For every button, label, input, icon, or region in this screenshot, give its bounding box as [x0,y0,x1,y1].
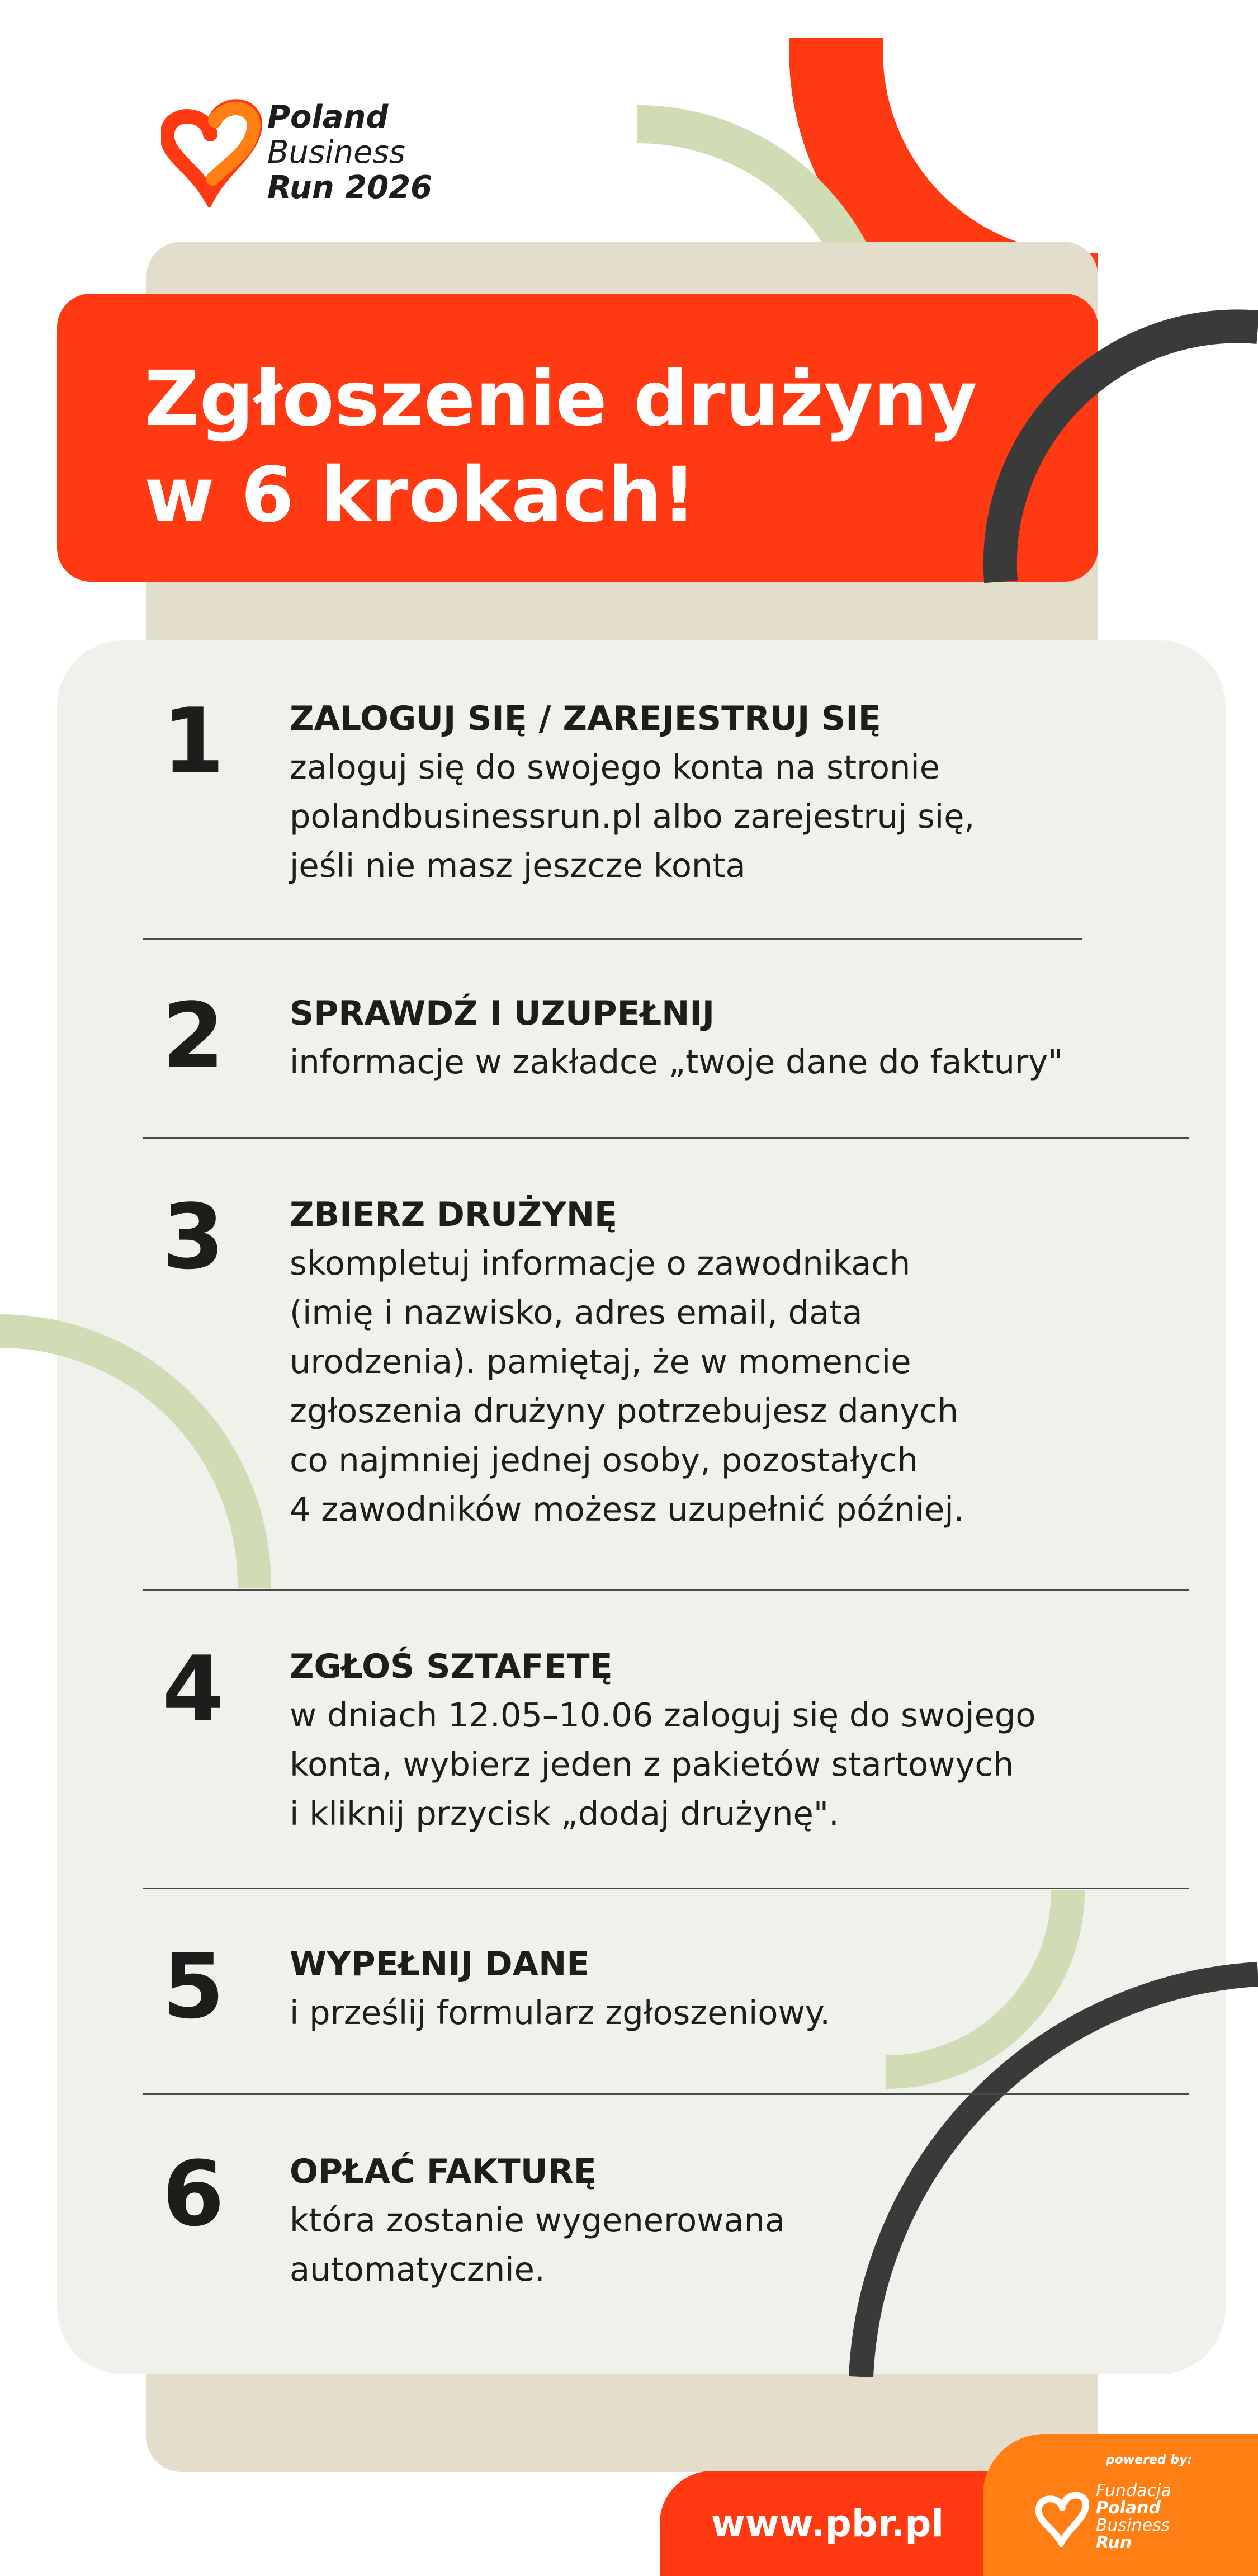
title-line-1: Zgłoszenie drużyny [144,355,977,444]
step-line: co najmniej jednej osoby, pozostałych [290,1441,918,1479]
step-line: (imię i nazwisko, adres email, data [290,1293,863,1332]
step-description [290,1239,964,1534]
step-line: która zostanie wygenerowana [290,2201,786,2239]
step-line: urodzenia). pamiętaj, że w momencie [290,1342,911,1381]
step-line: i prześlij formularz zgłoszeniowy. [290,1993,830,2032]
brand-logo-text [267,100,432,205]
step-line: informacje w zakładce „twoje dane do faktury" [290,1042,1063,1081]
website-link[interactable]: www.pbr.pl [711,2502,944,2545]
step-line: zaloguj się do swojego konta na stronie [290,748,940,786]
step-number: 6 [162,2141,225,2246]
heart-logo-icon [161,95,267,207]
step-heading: SPRAWDŹ I UZUPEŁNIJ [290,994,715,1033]
step-number: 2 [162,983,225,1088]
step-line: i kliknij przycisk „dodaj drużynę". [290,1794,839,1833]
step-description [290,1988,830,2037]
step-description [290,1037,1063,1087]
step-number: 4 [162,1636,225,1741]
step-heading: OPŁAĆ FAKTURĘ [290,2152,597,2191]
divider [143,2093,1189,2095]
step-line: skompletuj informacje o zawodnikach [290,1244,911,1282]
step-heading: WYPEŁNIJ DANE [290,1945,590,1984]
step-heading: ZALOGUJ SIĘ / ZAREJESTRUJ SIĘ [290,699,881,738]
foundation-line-1: Fundacja [1096,2481,1171,2500]
step-description [290,743,975,890]
dark-arc-top-decoration [1000,326,1258,582]
logo-line-2: Business [267,134,405,171]
step-line: 4 zawodników możesz uzupełnić później. [290,1490,964,1528]
step-line: jeśli nie masz jeszcze konta [290,846,746,885]
step-heading: ZGŁOŚ SZTAFETĘ [290,1647,613,1686]
divider [143,938,1082,940]
foundation-heart-icon [1034,2489,1093,2547]
step-description [290,1691,1035,1838]
step-description [290,2196,785,2294]
divider [143,1888,1189,1889]
dark-arc-bottom-decoration [861,1974,1258,2377]
foundation-line-2: Poland [1096,2498,1161,2518]
logo-line-3: Run 2026 [267,169,433,206]
divider [143,1137,1189,1139]
powered-by-label: powered by: [1106,2453,1193,2467]
step-number: 5 [162,1934,225,2039]
step-line: konta, wybierz jeden z pakietów startowych [290,1745,1014,1784]
foundation-line-4: Run [1096,2533,1132,2553]
step-line: w dniach 12.05–10.06 zaloguj się do swojego [290,1696,1036,1734]
step-line: zgłoszenia drużyny potrzebujesz danych [290,1391,958,1430]
step-number: 1 [162,688,225,793]
step-line: polandbusinessrun.pl albo zarejestruj się, [290,797,975,836]
step-number: 3 [162,1185,225,1289]
step-heading: ZBIERZ DRUŻYNĘ [290,1195,618,1234]
title-line-2: w 6 krokach! [144,451,697,540]
step-line: automatycznie. [290,2250,545,2289]
divider [143,1589,1189,1591]
logo-line-1: Poland [267,99,389,135]
foundation-line-3: Business [1096,2516,1170,2535]
green-arc-left-decoration [0,1331,254,1588]
foundation-logo-text [1096,2482,1171,2551]
